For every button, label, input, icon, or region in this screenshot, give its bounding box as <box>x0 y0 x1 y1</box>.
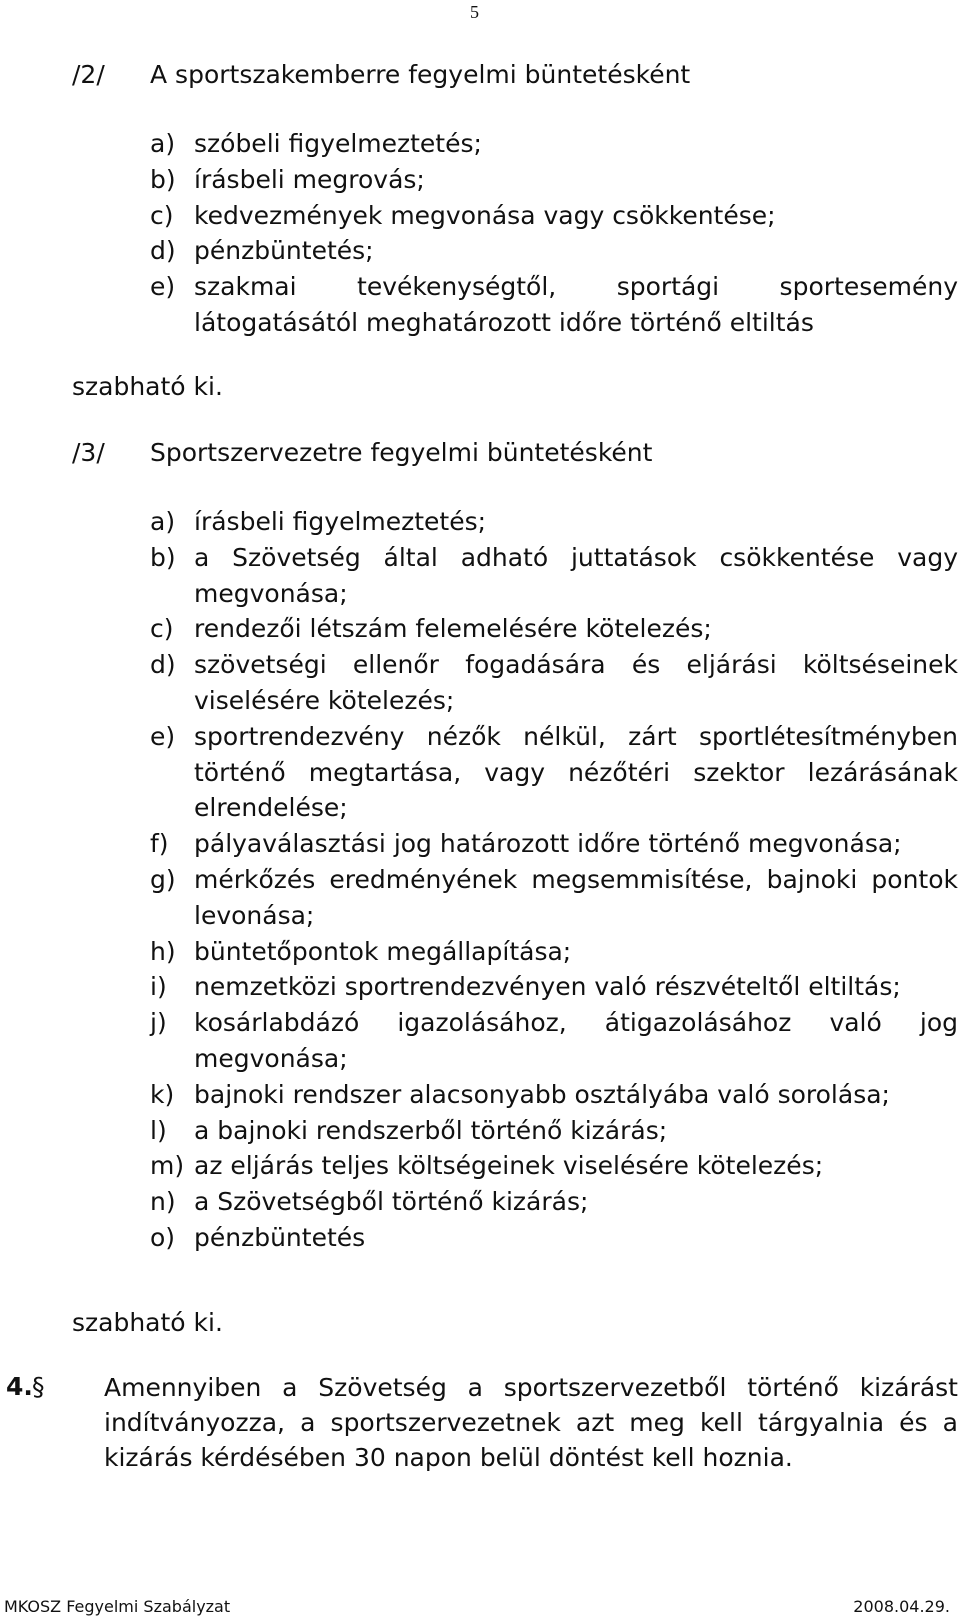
list-item-marker: e) <box>150 721 176 751</box>
section-2-closing: szabható ki. <box>72 372 223 401</box>
list-item <box>150 198 958 234</box>
footer-date: 2008.04.29. <box>853 1597 950 1616</box>
list-item <box>150 126 958 162</box>
list-item <box>150 1077 958 1113</box>
list-item-marker: i) <box>150 972 167 1002</box>
section-3-list <box>150 504 958 1256</box>
list-item-marker: l) <box>150 1115 167 1145</box>
list-item <box>150 162 958 198</box>
list-item-text: rendezői létszám felemelésére kötelezés; <box>194 614 712 644</box>
list-item-marker: b) <box>150 164 176 194</box>
list-item-marker: k) <box>150 1079 175 1109</box>
list-item-marker: b) <box>150 542 176 572</box>
list-item-marker: c) <box>150 200 174 230</box>
list-item-text: szövetségi ellenőr fogadására és eljárási költséseinek viselésére kötelezés; <box>194 650 958 715</box>
list-item <box>150 269 958 341</box>
section-3-number: /3/ <box>72 438 105 467</box>
list-item <box>150 719 958 826</box>
page-number: 5 <box>470 2 479 22</box>
list-item-marker: e) <box>150 272 176 302</box>
list-item <box>150 862 958 934</box>
list-item-marker: c) <box>150 614 174 644</box>
list-item-text: nemzetközi sportrendezvényen való részvételtől eltiltás; <box>194 972 901 1002</box>
list-item <box>150 1220 958 1256</box>
section-sign-symbol: § <box>32 1372 45 1401</box>
footer-document-title: MKOSZ Fegyelmi Szabályzat <box>4 1597 231 1616</box>
list-item-text: a Szövetségből történő kizárás; <box>194 1187 589 1217</box>
section-2-title: A sportszakemberre fegyelmi büntetésként <box>150 60 691 89</box>
list-item-marker: h) <box>150 936 176 966</box>
list-item <box>150 1005 958 1077</box>
list-item-marker: o) <box>150 1222 176 1252</box>
list-item <box>150 1148 958 1184</box>
list-item-marker: a) <box>150 507 176 536</box>
list-item <box>150 1184 958 1220</box>
list-item-text: szóbeli figyelmeztetés; <box>194 129 482 158</box>
list-item <box>150 540 958 612</box>
list-item-marker: d) <box>150 650 176 680</box>
list-item-text: a Szövetség által adható juttatások csökkentése vagy megvonása; <box>194 542 958 608</box>
point-4-text: Amennyiben a Szövetség a sportszervezetből történő kizárást indítványozza, a sportszervezetnek azt meg kell tárgyalnia és a kizárás kérdésében 30 napon belül döntést kell hoznia. <box>104 1373 958 1472</box>
list-item-text: az eljárás teljes költségeinek viselésére kötelezés; <box>194 1151 824 1181</box>
list-item-text: kedvezmények megvonása vagy csökkentése; <box>194 200 776 230</box>
list-item <box>150 1113 958 1149</box>
list-item-text: sportrendezvény nézők nélkül, zárt sportlétesítményben történő megtartása, vagy nézőtéri szektor lezárásának elrendelése; <box>194 721 958 823</box>
list-item-marker: f) <box>150 829 169 859</box>
list-item-text: a bajnoki rendszerből történő kizárás; <box>194 1115 668 1145</box>
list-item-marker: m) <box>150 1151 185 1181</box>
point-4-number: 4. <box>6 1372 33 1401</box>
list-item <box>150 969 958 1005</box>
list-item-text: mérkőzés eredményének megsemmisítése, bajnoki pontok levonása; <box>194 864 958 930</box>
list-item-text: pénzbüntetés; <box>194 236 374 266</box>
list-item <box>150 826 958 862</box>
list-item-text: pénzbüntetés <box>194 1222 366 1252</box>
list-item-marker: j) <box>150 1008 167 1038</box>
list-item-text: bajnoki rendszer alacsonyabb osztályába való sorolása; <box>194 1079 890 1109</box>
list-item <box>150 504 958 540</box>
list-item <box>150 934 958 970</box>
section-2-list <box>150 126 958 341</box>
list-item-marker: n) <box>150 1187 176 1217</box>
list-item-marker: d) <box>150 236 176 266</box>
list-item <box>150 647 958 719</box>
section-3-closing: szabható ki. <box>72 1308 223 1337</box>
list-item-text: szakmai tevékenységtől, sportági sportesemény látogatásától meghatározott időre történő eltiltás <box>194 272 958 337</box>
list-item-text: írásbeli figyelmeztetés; <box>194 507 487 536</box>
list-item-text: írásbeli megrovás; <box>194 164 425 194</box>
list-item <box>150 233 958 269</box>
section-2-number: /2/ <box>72 60 105 89</box>
list-item-text: pályaválasztási jog határozott időre történő megvonása; <box>194 829 902 859</box>
list-item-marker: a) <box>150 129 176 158</box>
list-item-text: büntetőpontok megállapítása; <box>194 936 572 966</box>
section-3-title: Sportszervezetre fegyelmi büntetésként <box>150 438 653 467</box>
list-item <box>150 611 958 647</box>
list-item-text: kosárlabdázó igazolásához, átigazolásához való jog megvonása; <box>194 1008 958 1073</box>
list-item-marker: g) <box>150 864 176 894</box>
